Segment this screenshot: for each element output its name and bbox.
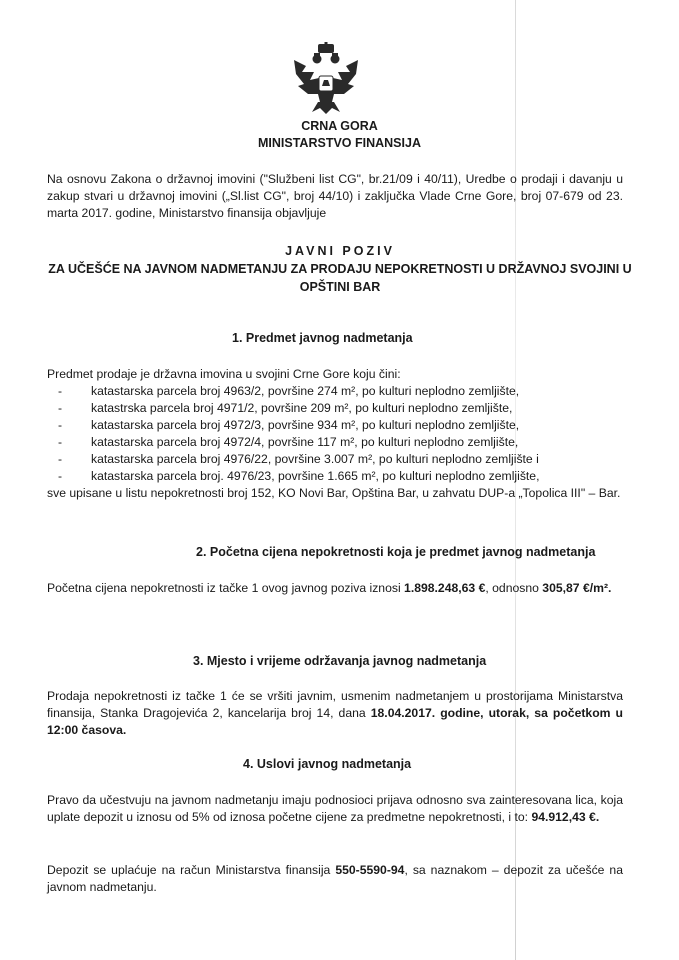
list-bullet: - xyxy=(58,384,63,398)
section-1-heading: 1. Predmet javnog nadmetanja xyxy=(232,331,413,345)
section-2-paragraph xyxy=(47,580,623,597)
list-bullet: - xyxy=(58,418,63,432)
location-text: Prodaja nepokretnosti iz tačke 1 će se vršiti javnim, usmenim nadmetanjem u prostorijama Ministarstva finansija, Stanka Dragojevića 2, kancelarija broj 14, dana xyxy=(47,689,623,720)
price-text-b: , odnosno xyxy=(485,581,543,595)
list-bullet: - xyxy=(58,452,63,466)
auction-date-time: 18.04.2017. godine, utorak, sa početkom u 12:00 časova. xyxy=(47,706,623,737)
notice-municipality: OPŠTINI BAR xyxy=(299,280,381,294)
section-3-paragraph xyxy=(47,688,623,739)
list-bullet: - xyxy=(58,401,63,415)
notice-title: JAVNI POZIV xyxy=(285,244,395,258)
price-total: 1.898.248,63 € xyxy=(404,581,486,595)
section-4-heading: 4. Uslovi javnog nadmetanja xyxy=(243,757,412,771)
deposit-text-a: Depozit se uplaćuje na račun Ministarstva finansija xyxy=(47,863,336,877)
parcel-list xyxy=(58,383,618,485)
parcel-text: katastarska parcela broj 4963/2, površine 274 m², po kulturi neplodno zemljište, xyxy=(91,384,520,398)
section-1-lead: Predmet prodaje je državna imovina u svojini Crne Gore koju čini: xyxy=(47,367,401,381)
conditions-text: Pravo da učestvuju na javnom nadmetanju imaju podnosioci prijava odnosno sva zainteresovana lica, koja uplate depozit u iznosu od 5% od iznosa početne cijene za predmetne nepokretnosti, i to: xyxy=(47,793,623,824)
parcel-text: katastarska parcela broj. 4976/23, površine 1.665 m², po kulturi neplodno zemljište, xyxy=(91,469,540,483)
section-2-heading: 2. Početna cijena nepokretnosti koja je predmet javnog nadmetanja xyxy=(196,545,596,559)
deposit-amount: 94.912,43 €. xyxy=(531,810,600,824)
section-4-conditions xyxy=(47,792,623,826)
parcel-text: katastarska parcela broj 4976/22, površine 3.007 m², po kulturi neplodno zemljište i xyxy=(91,452,539,466)
country-name: CRNA GORA xyxy=(301,119,378,133)
deposit-text-b: , sa naznakom – depozit za učešće na javnom nadmetanju. xyxy=(47,863,623,894)
section-1-tail: sve upisane u listu nepokretnosti broj 152, KO Novi Bar, Opština Bar, u zahvatu DUP-a „Topolica III" – Bar. xyxy=(47,486,621,500)
list-item xyxy=(58,434,618,451)
list-item xyxy=(58,400,618,417)
section-3-heading: 3. Mjesto i vrijeme održavanja javnog nadmetanja xyxy=(193,654,487,668)
parcel-text: katastarska parcela broj 4972/3, površine 934 m², po kulturi neplodno zemljište, xyxy=(91,418,520,432)
price-per-m2: 305,87 €/m². xyxy=(542,581,612,595)
notice-subtitle: ZA UČEŠĆE NA JAVNOM NADMETANJU ZA PRODAJU NEPOKRETNOSTI U DRŽAVNOJ SVOJINI U xyxy=(48,262,632,276)
price-text-a: Početna cijena nepokretnosti iz tačke 1 ovog javnog poziva iznosi xyxy=(47,581,405,595)
montenegro-coat-of-arms-icon xyxy=(288,42,364,118)
section-4-deposit xyxy=(47,862,623,896)
parcel-text: katastarska parcela broj 4972/4, površine 117 m², po kulturi neplodno zemljište, xyxy=(91,435,519,449)
bank-account: 550-5590-94 xyxy=(335,863,405,877)
intro-paragraph: Na osnovu Zakona o državnoj imovini ("Službeni list CG", br.21/09 i 40/11), Uredbe o prodaji i davanju u zakup stvari u državnoj imovini („Sl.list CG", broj 44/10) i zaključka Vlade Crne Gore, broj 07-679 od 23. marta 2017. godine, Ministarstvo finansija objavljuje xyxy=(47,172,623,220)
parcel-text: katastrska parcela broj 4971/2, površine 209 m², po kulturi neplodno zemljište, xyxy=(91,401,513,415)
list-item xyxy=(58,383,618,400)
list-bullet: - xyxy=(58,435,63,449)
list-item xyxy=(58,451,618,468)
ministry-name: MINISTARSTVO FINANSIJA xyxy=(258,136,421,150)
list-item xyxy=(58,417,618,434)
list-bullet: - xyxy=(58,469,63,483)
list-item xyxy=(58,468,618,485)
